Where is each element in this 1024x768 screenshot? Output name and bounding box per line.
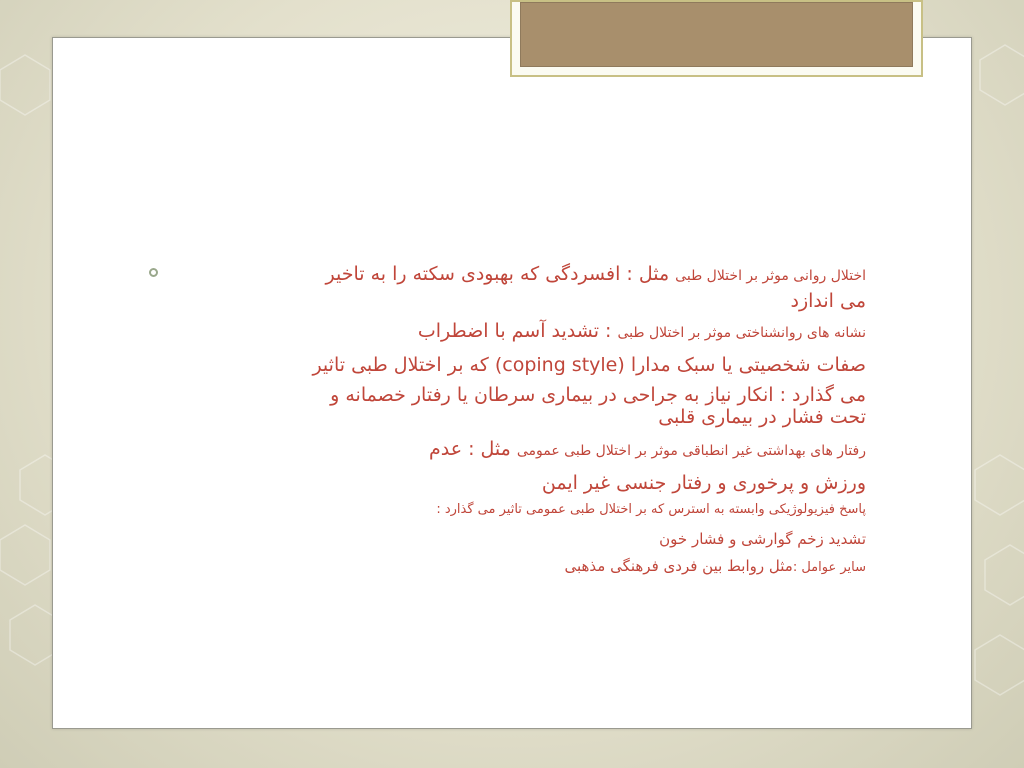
text-line-7-small: رفتار های بهداشتی غیر انطباقی موثر بر اختلال طبی عمومی [516,443,866,459]
text-line-3 [150,316,866,348]
text-line-1 [150,256,866,294]
text-line-8: ورزش و پرخوری و رفتار جنسی غیر ایمن [541,472,866,494]
text-line-3-big: : تشدید آسم با اضطراب [417,320,618,342]
text-line-4: صفات شخصیتی یا سبک مدارا (coping style) که بر اختلال طبی تاثیر [312,354,866,376]
text-line-10: تشدید زخم گوارشی و فشار خون [659,530,866,548]
text-line-11-rest: مثل روابط بین فردی فرهنگی مذهبی [564,557,793,575]
text-line-3-small: نشانه های روانشناختی موثر بر اختلال طبی [617,325,866,341]
text-line-11 [150,554,866,580]
header-photo [520,2,913,67]
text-line-6: تحت فشار در بیماری قلبی [658,406,866,428]
bullet-item [150,256,866,580]
text-line-2: می اندازد [790,290,866,312]
text-line-9: پاسخ فیزیولوژیکی وابسته به استرس که بر اختلال طبی عمومی تاثیر می گذارد : [436,502,866,517]
text-line-7-big: مثل : عدم [428,438,517,460]
text-line-5: می گذارد : انکار نیاز به جراحی در بیماری سرطان یا رفتار خصمانه و [330,384,866,406]
header-photo-frame [510,0,923,77]
text-line-11-lead: سایر عوامل : [792,560,866,575]
text-line-1-small: اختلال روانی موثر بر اختلال طبی [675,268,866,284]
circle-bullet-icon [149,268,158,277]
slide-content [150,256,866,580]
text-line-7 [150,434,866,466]
text-line-1-big: مثل : افسردگی که بهبودی سکته را به تاخیر [325,263,676,285]
